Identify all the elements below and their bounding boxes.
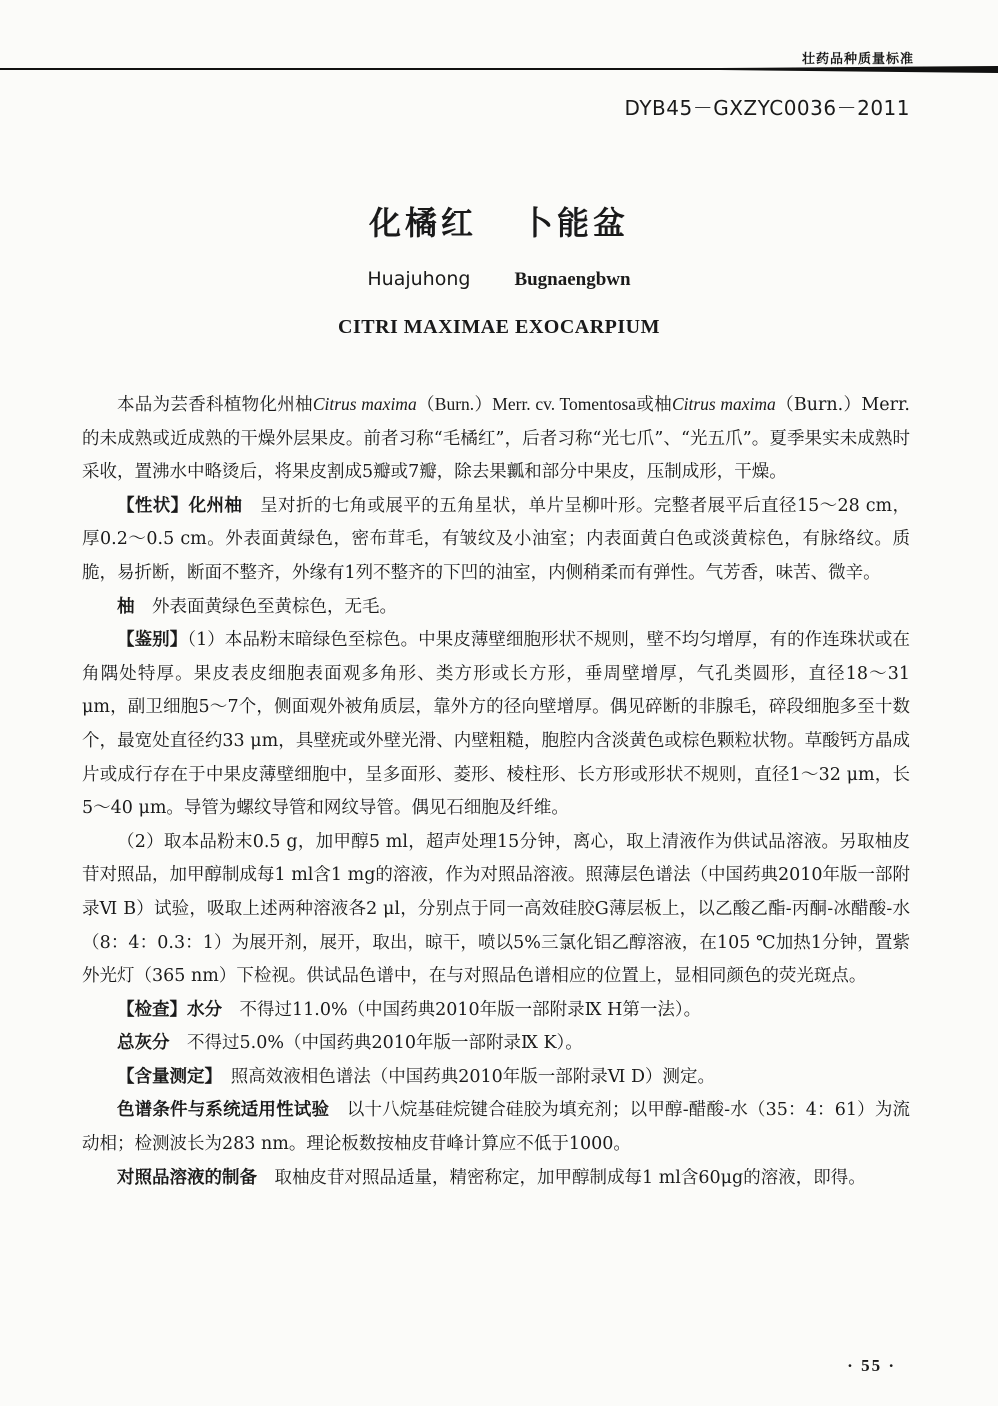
- page-title: [0, 198, 998, 244]
- title-latin: CITRI MAXIMAE EXOCARPIUM: [338, 316, 660, 338]
- title-zhuang: 卜能盆: [521, 204, 630, 242]
- identification-section: 【鉴别】（1）本品粉末暗绿色至棕色。中果皮薄壁细胞形状不规则，壁不均匀增厚，有的作连珠状或在角隅处特厚。果皮表皮细胞表面观多角形、类方形或长方形，垂周壁增厚，气孔类圆形，直径18～31 μm，副卫细胞5～7个，侧面观外被角质层，靠外方的径向壁增厚。偶见碎断的非腺毛，碎段细胞多至十数个，最宽处直径约33 μm，具壁疣或外壁光滑、内壁粗糙，胞腔内含淡黄色或棕色颗粒状物。草酸钙方晶成片或成行存在于中果皮薄壁细胞中，呈多面形、菱形、棱柱形、长方形或形状不规则，直径1～32 μm，长5～40 μm。导管为螺纹导管和网纹导管。偶见石细胞及纤维。: [82, 630, 910, 819]
- page-number: · 55 ·: [847, 1356, 896, 1375]
- title-chinese: 化橘红: [368, 204, 477, 242]
- species-name: Citrus maxima: [671, 394, 776, 414]
- subsection-heading: 对照品溶液的制备: [117, 1167, 257, 1188]
- assay-chromatography: 色谱条件与系统适用性试验 以十八烷基硅烷键合硅胶为填充剂；以甲醇-醋酸-水（35：4：61）为流动相；检测波长为283 nm。理论板数按柚皮苷峰计算应不低于1000。: [82, 1100, 911, 1155]
- subsection-heading: 水分: [187, 999, 222, 1020]
- subsection-heading: 柚: [117, 596, 135, 617]
- assay-reference-solution: 对照品溶液的制备 取柚皮苷对照品适量，精密称定，加甲醇制成每1 ml含60μg的溶液，即得。: [117, 1167, 866, 1188]
- description-pomelo: 柚 外表面黄绿色至黄棕色，无毛。: [117, 596, 397, 617]
- inspection-ash: 总灰分 不得过5.0%（中国药典2010年版一部附录Ⅸ K）。: [117, 1033, 583, 1054]
- subsection-heading: 色谱条件与系统适用性试验: [117, 1100, 330, 1121]
- document-code: DYB45－GXZYC0036－2011: [624, 96, 910, 120]
- monograph-body: [82, 388, 910, 1195]
- section-heading: 【鉴别】: [117, 630, 188, 651]
- series-label: 壮药品种质量标准: [801, 52, 914, 67]
- section-heading: 【检查】: [117, 999, 187, 1020]
- inspection-section: 【检查】水分 不得过11.0%（中国药典2010年版一部附录Ⅸ H第一法）。: [117, 999, 702, 1020]
- subsection-heading: 化州柚: [188, 495, 243, 516]
- section-heading: 【性状】: [117, 495, 189, 516]
- assay-section: 【含量测定】 照高效液相色谱法（中国药典2010年版一部附录Ⅵ D）测定。: [117, 1066, 715, 1087]
- species-name: Citrus maxima: [312, 394, 417, 414]
- description-section: 【性状】化州柚 呈对折的七角或展平的五角星状，单片呈柳叶形。完整者展平后直径15～28 cm，厚0.2～0.5 cm。外表面黄绿色，密布茸毛，有皱纹及小油室；内表面黄白色或淡黄棕色，有脉络纹。质脆，易折断，断面不整齐，外缘有1列不整齐的下凹的油室，内侧稍柔而有弹性。气芳香，味苦、微辛。: [82, 495, 911, 583]
- header-rule: [0, 66, 998, 74]
- identification-tlc: （2）取本品粉末0.5 g，加甲醇5 ml，超声处理15分钟，离心，取上清液作为供试品溶液。另取柚皮苷对照品，加甲醇制成每1 ml含1 mg的溶液，作为对照品溶液。照薄层色谱法（中国药典2010年版一部附录Ⅵ B）试验，吸取上述两种溶液各2 μl，分别点于同一高效硅胶G薄层板上，以乙酸乙酯-丙酮-冰醋酸-水（8：4：0.3：1）为展开剂，展开，取出，晾干，喷以5%三氯化铝乙醇溶液，在105 ℃加热1分钟，置紫外光灯（365 nm）下检视。供试品色谱中，在与对照品色谱相应的位置上，显相同颜色的荧光斑点。: [82, 831, 910, 987]
- title-zhuang-pinyin: Bugnaengbwn: [514, 269, 631, 290]
- intro-paragraph: 本品为芸香科植物化州柚Citrus maxima（Burn.）Merr. cv. Tomentosa或柚Citrus maxima（Burn.）Merr. 的未成熟或近成熟的干燥外层果皮。前者习称“毛橘红”，后者习称“光七爪”、“光五爪”。夏季果实未成熟时采收，置沸水中略烫后，将果皮割成5瓣或7瓣，除去果瓤和部分中果皮，压制成形，干燥。: [82, 394, 910, 483]
- title-pinyin-line: [0, 268, 998, 291]
- section-heading: 【含量测定】: [117, 1066, 214, 1087]
- subsection-heading: 总灰分: [117, 1033, 170, 1054]
- title-pinyin: Huajuhong: [367, 268, 471, 290]
